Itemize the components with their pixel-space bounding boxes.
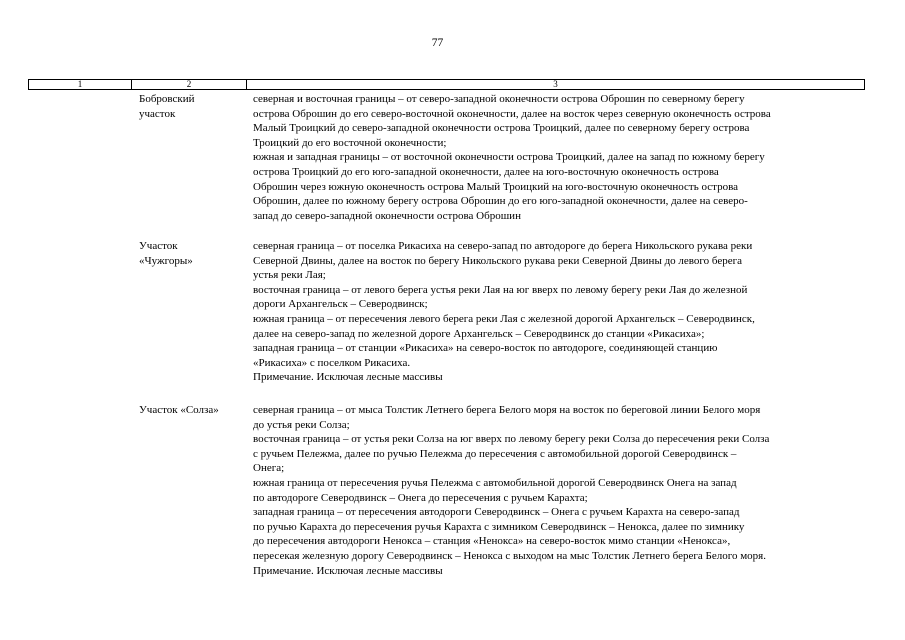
description-line: Онега; (253, 462, 285, 475)
section-name: Участок «Солза» (139, 404, 219, 416)
description-line: Примечание. Исключая лесные массивы (253, 371, 443, 384)
description-line: Троицкий до его восточной оконечности; (253, 136, 447, 149)
description-line: восточная граница – от устья реки Солза на юг вверх по левому берегу реки Солза до пересечения реки Солза (253, 433, 770, 446)
description-line: запад до северо-западной оконечности острова Оброшин (253, 209, 521, 222)
description-line: северная граница – от поселка Рикасиха на северо-запад по автодороге до берега Никольского рукава реки (253, 240, 753, 252)
description-line: пересекая железную дорогу Северодвинск – Ненокса с выходом на мыс Толстик Летнего берега Белого моря. (253, 549, 766, 562)
description-line: устья реки Лая; (253, 269, 326, 282)
description-line: северная и восточная границы – от северо-западной оконечности острова Оброшин по северному берегу (253, 93, 745, 105)
description-line: западная граница – от пересечения автодороги Северодвинск – Онега с ручьем Карахта на северо-запад (253, 506, 740, 519)
description-line: по автодороге Северодвинск – Онега до пересечения с ручьем Карахта; (253, 491, 588, 504)
description-line: Северной Двины, далее на восток по берегу Никольского рукава реки Северной Двины до левого берега (253, 254, 743, 267)
description-line: острова Троицкий до его юго-западной оконечности, далее на юго-восточную оконечность острова (253, 165, 719, 178)
description-line: южная граница – от пересечения левого берега реки Лая с железной дорогой Архангельск – Северодвинск, (253, 312, 755, 325)
description-line: далее на северо-запад по железной дороге Архангельск – Северодвинск до станции «Рикасиха»; (253, 327, 705, 340)
section-description (253, 403, 868, 578)
section-description (253, 239, 868, 385)
description-line: южная и западная границы – от восточной оконечности острова Троицкий, далее на запад по южному берегу (253, 151, 765, 164)
description-line: по ручью Карахта до пересечения ручья Карахта с зимником Северодвинск – Ненокса, далее по зимнику (253, 520, 745, 533)
page-number: 77 (431, 37, 444, 49)
description-line: северная граница – от мыса Толстик Летнего берега Белого моря на восток по береговой линии Белого моря (253, 404, 761, 416)
section-name: Участок «Чужгоры» (139, 240, 193, 267)
description-line: южная граница от пересечения ручья Пележма с автомобильной дорогой Северодвинск Онега на запад (253, 476, 737, 489)
description-line: Оброшин через южную оконечность острова Малый Троицкий на юго-восточную оконечность острова (253, 180, 739, 193)
description-line: до пересечения автодороги Ненокса – станция «Ненокса» на северо-восток мимо станции «Ненокса», (253, 535, 731, 548)
description-line: Малый Троицкий до северо-западной оконечности острова Троицкий, далее по северному берегу острова (253, 122, 750, 135)
column-header-3: 3 (247, 80, 865, 90)
description-line: Оброшин, далее по южному берегу острова Оброшин до его юго-западной оконечности, далее на северо- (253, 195, 748, 208)
description-line: Примечание. Исключая лесные массивы (253, 564, 443, 577)
column-header-2: 2 (132, 80, 247, 90)
description-line: острова Оброшин до его северо-восточной оконечности, далее на восток через северную оконечность острова (253, 107, 771, 120)
description-line: до устья реки Солза; (253, 418, 350, 431)
description-line: восточная граница – от левого берега устья реки Лая на юг вверх по левому берегу реки Лая до железной (253, 283, 748, 296)
column-header-1: 1 (29, 80, 132, 90)
column-header-row (29, 80, 865, 90)
column-header-table (28, 79, 865, 90)
section-name: Бобровский участок (139, 93, 195, 120)
description-line: западная граница – от станции «Рикасиха» на северо-восток по автодороге, соединяющей станцию (253, 342, 718, 355)
section-description (253, 92, 868, 223)
description-line: «Рикасиха» с поселком Рикасиха. (253, 356, 411, 369)
description-line: дороги Архангельск – Северодвинск; (253, 298, 428, 311)
description-line: с ручьем Пележма, далее по ручью Пележма до пересечения с автомобильной дорогой Северодвинск – (253, 447, 737, 460)
